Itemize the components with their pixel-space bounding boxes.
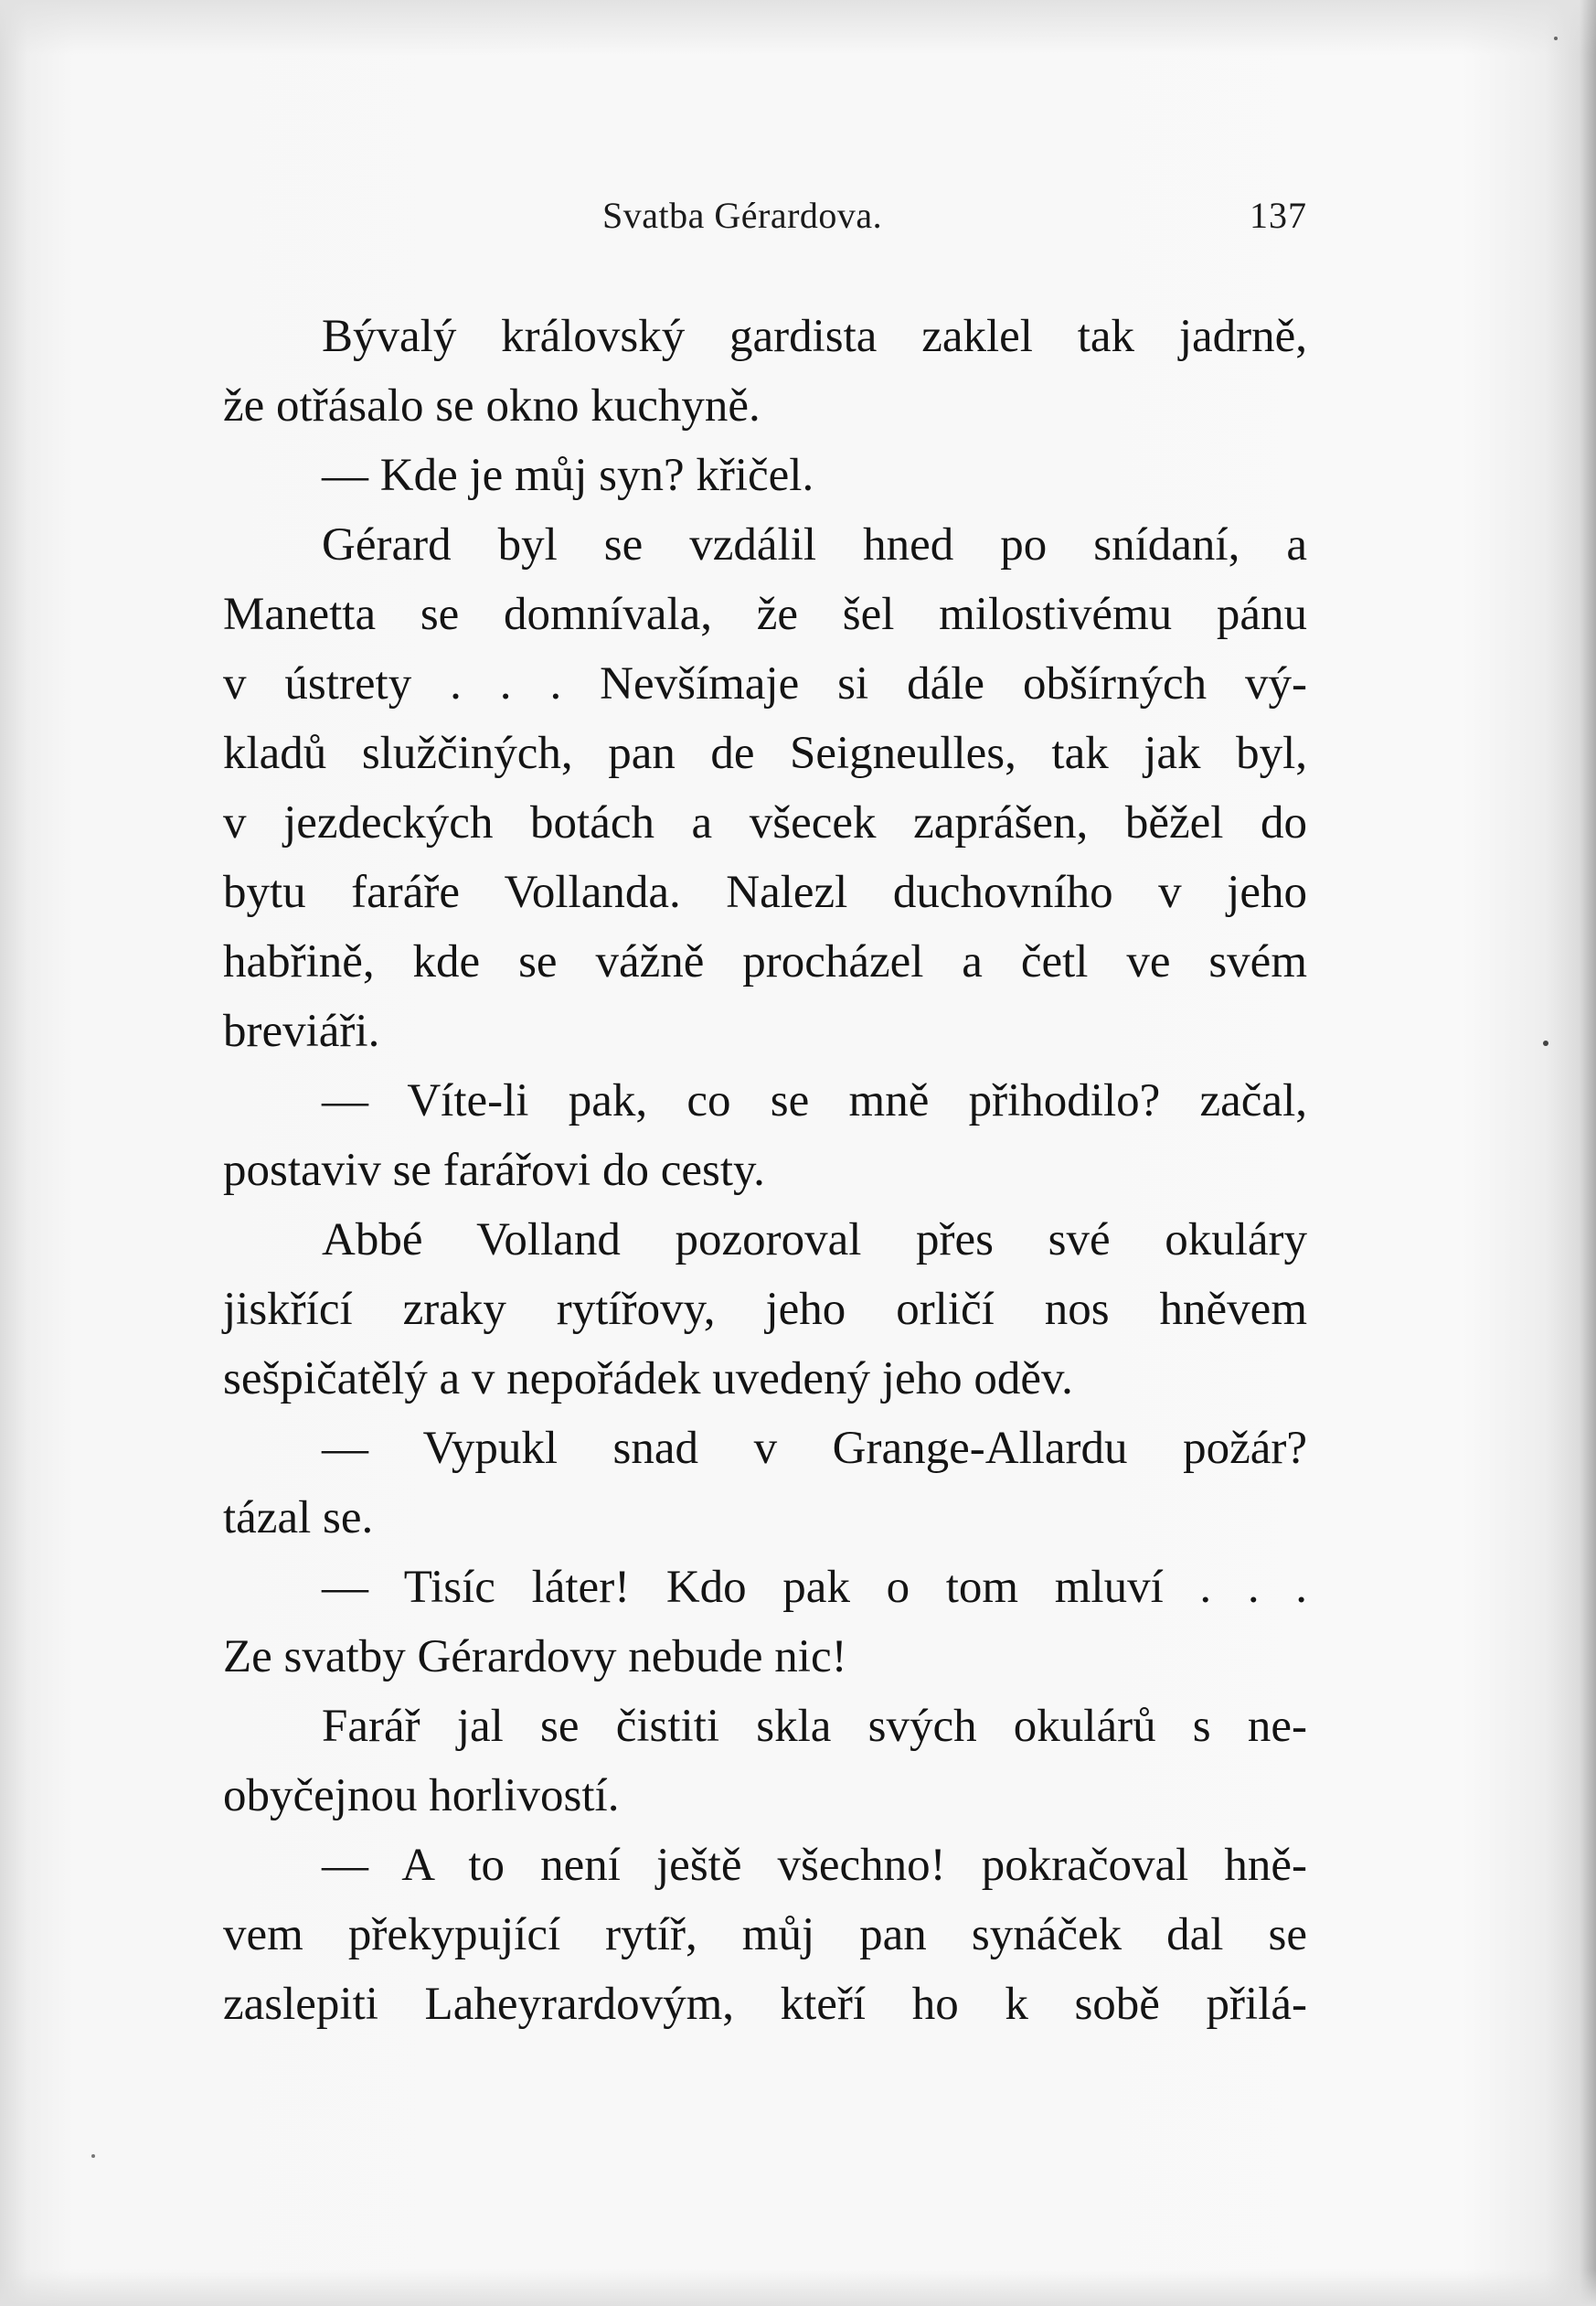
text-line: vem překypující rytíř, můj pan synáček dal se — [223, 1909, 1307, 1960]
text-line: postaviv se farářovi do cesty. — [223, 1145, 765, 1196]
text-line: sešpičatělý a v nepořádek uvedený jeho oděv. — [223, 1353, 1073, 1404]
text-line: bytu faráře Vollanda. Nalezl duchovního v jeho — [223, 867, 1307, 918]
running-title: Svatba Gérardova. — [602, 195, 883, 236]
text-line: Gérard byl se vzdálil hned po snídaní, a — [322, 519, 1307, 571]
page-number: 137 — [1250, 195, 1307, 236]
text-line: — Kde je můj syn? křičel. — [322, 450, 814, 501]
text-line: breviáři. — [223, 1006, 380, 1057]
running-header — [223, 194, 1307, 243]
text-line: v ústrety . . . Nevšímaje si dále obšírných vý- — [223, 658, 1307, 710]
text-line: habřině, kde se vážně procházel a četl ve svém — [223, 936, 1307, 988]
text-line: jiskřící zraky rytířovy, jeho orličí nos hněvem — [223, 1284, 1307, 1335]
text-line: Farář jal se čistiti skla svých okulárů s ne- — [322, 1701, 1307, 1752]
text-line: — Víte-li pak, co se mně přihodilo? začal, — [322, 1075, 1307, 1126]
text-line: že otřásalo se okno kuchyně. — [223, 380, 761, 432]
text-line: Ze svatby Gérardovy nebude nic! — [223, 1631, 847, 1682]
text-line: — A to není ještě všechno! pokračoval hně- — [322, 1840, 1307, 1891]
text-line: kladů služčiných, pan de Seigneulles, tak jak byl, — [223, 728, 1307, 779]
text-line: Manetta se domnívala, že šel milostivému pánu — [223, 589, 1307, 640]
text-line: — Vypukl snad v Grange-Allardu požár? — [322, 1423, 1307, 1474]
text-line: tázal se. — [223, 1492, 374, 1543]
text-line: Abbé Volland pozoroval přes své okuláry — [322, 1214, 1307, 1265]
text-line: Bývalý královský gardista zaklel tak jadrně, — [322, 311, 1307, 362]
page-edge-shadow — [1580, 0, 1596, 2306]
text-line: v jezdeckých botách a všecek zaprášen, běžel do — [223, 797, 1307, 849]
text-line: obyčejnou horlivostí. — [223, 1770, 620, 1821]
paper-speck — [1554, 37, 1558, 40]
paper-speck — [1543, 1041, 1548, 1046]
paper-speck — [91, 2154, 95, 2158]
text-line: zaslepiti Laheyrardovým, kteří ho k sobě přilá- — [223, 1979, 1307, 2030]
text-line: — Tisíc láter! Kdo pak o tom mluví . . . — [322, 1562, 1307, 1613]
body-text — [223, 302, 1307, 2039]
